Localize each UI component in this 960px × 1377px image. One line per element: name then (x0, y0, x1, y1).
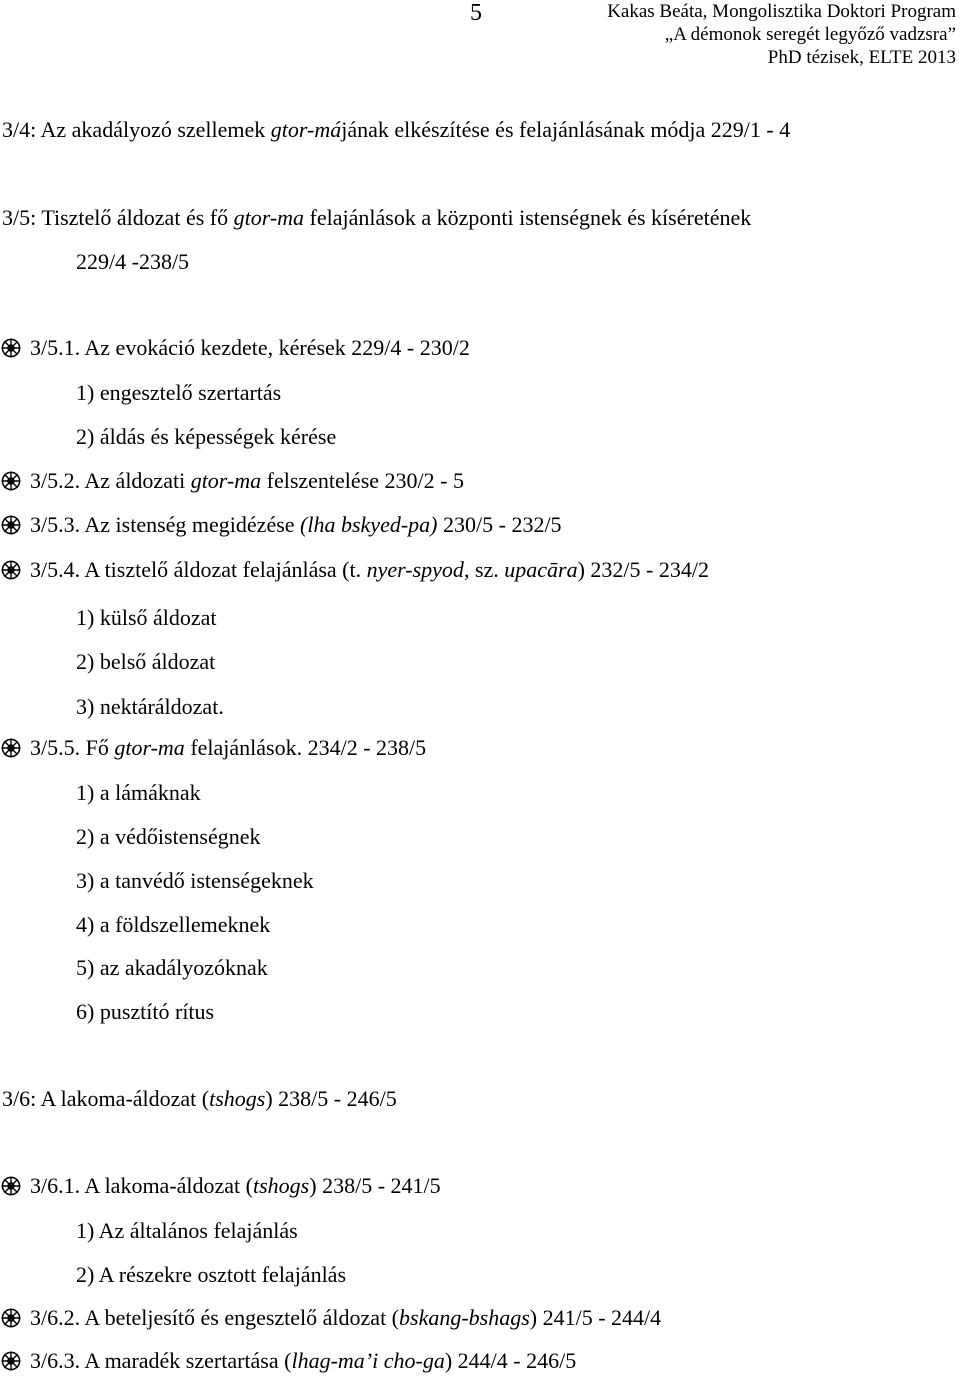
dharma-wheel-icon (1, 515, 21, 535)
list-item: 2) áldás és képességek kérése (76, 424, 337, 449)
list-item: 6) pusztító rítus (76, 999, 215, 1024)
subsection-3-6-3: 3/6.3. A maradék szertartása (lhag-ma’i cho-ga) 244/4 - 246/5 (30, 1348, 577, 1373)
subsection-3-5-1: 3/5.1. Az evokáció kezdete, kérések 229/4 - 230/2 (30, 335, 470, 360)
list-item: 5) az akadályozóknak (76, 955, 268, 980)
subsection-3-5-4: 3/5.4. A tisztelő áldozat felajánlása (t. nyer-spyod, sz. upacāra) 232/5 - 234/2 (30, 557, 709, 582)
dharma-wheel-icon (1, 1176, 21, 1196)
list-item: 1) Az általános felajánlás (76, 1218, 298, 1243)
subsection-3-5-3: 3/5.3. Az istenség megidézése (lha bskyed-pa) 230/5 - 232/5 (30, 512, 562, 537)
page-number: 5 (470, 0, 482, 26)
dharma-wheel-icon (1, 560, 21, 580)
subsection-3-6-1: 3/6.1. A lakoma-áldozat (tshogs) 238/5 - 241/5 (30, 1173, 441, 1198)
list-item: 1) engesztelő szertartás (76, 380, 282, 405)
list-item: 3) nektáráldozat. (76, 694, 224, 719)
section-3-6: 3/6: A lakoma-áldozat (tshogs) 238/5 - 246/5 (2, 1086, 397, 1111)
list-item: 1) a lámáknak (76, 780, 201, 805)
dharma-wheel-icon (1, 1351, 21, 1371)
list-item: 4) a földszellemeknek (76, 912, 271, 937)
dharma-wheel-icon (1, 338, 21, 358)
list-item: 2) A részekre osztott felajánlás (76, 1262, 347, 1287)
dharma-wheel-icon (1, 471, 21, 491)
subsection-3-5-5: 3/5.5. Fő gtor-ma felajánlások. 234/2 - 238/5 (30, 735, 427, 760)
header-title: „A démonok seregét legyőző vadzsra” (664, 24, 956, 45)
list-item: 2) belső áldozat (76, 649, 216, 674)
header-author: Kakas Beáta, Mongolisztika Doktori Program (607, 1, 956, 22)
dharma-wheel-icon (1, 738, 21, 758)
section-3-4: 3/4: Az akadályozó szellemek gtor-májának elkészítése és felajánlásának módja 229/1 - 4 (2, 117, 791, 142)
header-subtitle: PhD tézisek, ELTE 2013 (767, 47, 956, 68)
list-item: 2) a védőistenségnek (76, 824, 261, 849)
list-item: 1) külső áldozat (76, 605, 217, 630)
subsection-3-5-2: 3/5.2. Az áldozati gtor-ma felszentelése 230/2 - 5 (30, 468, 464, 493)
section-3-5: 3/5: Tisztelő áldozat és fő gtor-ma felajánlások a központi istenségnek és kíséretének (2, 205, 752, 230)
list-item: 3) a tanvédő istenségeknek (76, 868, 314, 893)
section-3-5-continuation: 229/4 -238/5 (76, 249, 190, 274)
subsection-3-6-2: 3/6.2. A beteljesítő és engesztelő áldozat (bskang-bshags) 241/5 - 244/4 (30, 1305, 662, 1330)
dharma-wheel-icon (1, 1308, 21, 1328)
